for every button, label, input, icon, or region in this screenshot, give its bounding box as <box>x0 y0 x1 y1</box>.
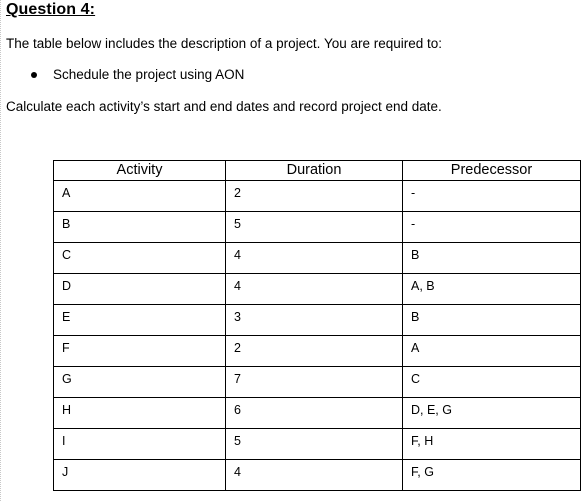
cell-activity: I <box>54 429 226 460</box>
bullet-text: Schedule the project using AON <box>53 67 245 82</box>
cell-activity: E <box>54 305 226 336</box>
header-duration: Duration <box>226 161 403 181</box>
cell-duration: 7 <box>226 367 403 398</box>
instruction-text: Calculate each activity’s start and end dates and record project end date. <box>6 99 442 114</box>
table-header-row <box>54 161 581 181</box>
table-row <box>54 336 581 367</box>
bullet-icon <box>31 72 37 78</box>
cell-predecessor: B <box>403 305 581 336</box>
cell-duration: 2 <box>226 181 403 212</box>
cell-activity: B <box>54 212 226 243</box>
cell-activity: F <box>54 336 226 367</box>
cell-activity: D <box>54 274 226 305</box>
cell-duration: 5 <box>226 212 403 243</box>
cell-duration: 4 <box>226 460 403 491</box>
cell-predecessor: B <box>403 243 581 274</box>
table-row <box>54 398 581 429</box>
table-row <box>54 460 581 491</box>
cell-predecessor: D, E, G <box>403 398 581 429</box>
table-row <box>54 367 581 398</box>
cell-predecessor: - <box>403 181 581 212</box>
cell-duration: 4 <box>226 243 403 274</box>
bullet-list-item <box>31 67 244 82</box>
table-row <box>54 212 581 243</box>
cell-duration: 6 <box>226 398 403 429</box>
header-activity: Activity <box>54 161 226 181</box>
table-row <box>54 429 581 460</box>
question-heading: Question 4: <box>6 1 96 18</box>
cell-duration: 2 <box>226 336 403 367</box>
cell-predecessor: C <box>403 367 581 398</box>
table-row <box>54 181 581 212</box>
cell-activity: G <box>54 367 226 398</box>
cell-duration: 3 <box>226 305 403 336</box>
intro-text: The table below includes the description of a project. You are required to: <box>6 36 443 51</box>
table-row <box>54 243 581 274</box>
cell-predecessor: F, H <box>403 429 581 460</box>
cell-activity: J <box>54 460 226 491</box>
cell-predecessor: F, G <box>403 460 581 491</box>
header-predecessor: Predecessor <box>403 161 581 181</box>
cell-predecessor: A <box>403 336 581 367</box>
cell-duration: 5 <box>226 429 403 460</box>
table-row <box>54 274 581 305</box>
cell-activity: C <box>54 243 226 274</box>
cell-predecessor: - <box>403 212 581 243</box>
project-table <box>53 160 581 491</box>
cell-predecessor: A, B <box>403 274 581 305</box>
table-row <box>54 305 581 336</box>
cell-activity: A <box>54 181 226 212</box>
cell-activity: H <box>54 398 226 429</box>
cell-duration: 4 <box>226 274 403 305</box>
